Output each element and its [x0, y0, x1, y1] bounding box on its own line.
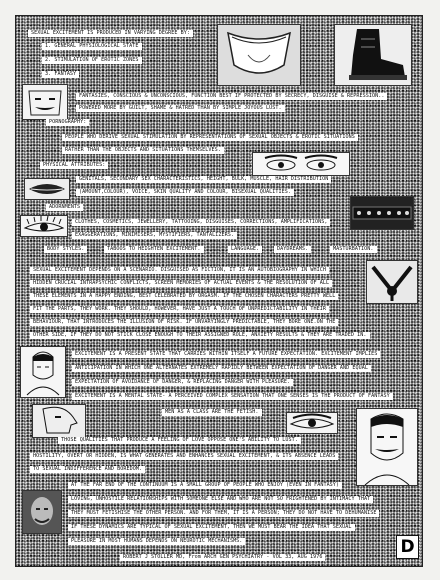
- logo-letter: D: [400, 537, 415, 557]
- face-photo: [22, 490, 62, 534]
- mustache-face-drawing: [22, 84, 68, 120]
- adornments-label: ADORNMENTS: [46, 204, 83, 211]
- boot-photo: [334, 24, 412, 86]
- qualities-line: THOSE QUALITIES THAT PRODUCE A FEELING OF LOVE OPPOSE ONE'S ABILITY TO LUST.: [58, 437, 301, 444]
- pornography-line-2: RATHER THAN THE OBJECTS AND SITUATIONS THEMSELVES.: [62, 147, 224, 154]
- scenario-line-6: OTHER SIDE, IF THEY DO NOT STICK CLOSE ENOUGH TO THEIR ASSIGNED ROLE, ANXIETY RESULTS & THEY ARE TRADED IN.: [30, 332, 370, 339]
- eye-drawing: [286, 412, 338, 434]
- continuum-line-2: LOVING, UNHOSTILE RELATIONSHIPS WITH SOMEONE ELSE AND WHO ARE NOT SO FRIGHTENED BY INTIMACY THAT: [68, 496, 373, 503]
- intro-item-2: 2. STIMULATION OF EROTIC ZONES: [42, 57, 142, 64]
- physical-line-2: (AMOUNT,COLOUR), VOICE, SKIN QUALITY AND COLOUR, BISEXUAL QUALITIES.: [76, 189, 294, 196]
- lashes-eye-drawing: [20, 215, 68, 237]
- scenario-line-3: THESE ELEMENTS IN A HAPPY ENDING, BEST CELEBRATED BY ORGASM. IF THE CHOSEN CHARACTERS PRETTY WELL: [30, 293, 338, 300]
- mustache-portrait-drawing: [356, 408, 418, 486]
- scenario-line-5: BEHAVIOUR, THAT INTRODUCES THE ILLUSION OF RISK. IF UNVARYINGLY PREDICTABLE, THEY BORE ONE.ON THE: [30, 319, 338, 326]
- citation: ROBERT J STOLLER MD, From ARCH GEN PSYCHIATRY - VOL 33, AUG 1976: [120, 554, 325, 561]
- intro-item-1: 1. GENERAL PHYSIOLOGICAL STATE: [42, 43, 142, 50]
- harness-photo: [366, 260, 418, 304]
- hostility-line-2: TO SEXUAL INDIFFERENCE AND BOREDOM.: [30, 466, 145, 473]
- d-logo: [396, 535, 419, 559]
- present-line-1: EXCITEMENT IS A PRESENT STATE THAT CARRIES WITHIN ITSELF A FUTURE EXPECTATION. EXCITEMENT IMPLIES: [72, 351, 380, 358]
- studded-belt-photo: [350, 196, 414, 230]
- taboos: TABOOS TO HEIGHTEN EXCITEMENT.: [104, 246, 204, 253]
- fantasy-line-1: FANTASIES, CONSCIOUS & UNCONSCIOUS, FUNCTION BEST IF PROTECTED BY SECRECY, DISGUISE & REPRESSION..: [76, 93, 387, 100]
- fetish-line: MEN AS A CLASS ARE THE FETISH.: [162, 409, 262, 416]
- continuum-line-1: AT THE FAR END OF THE CONTINUUM IS A SMALL GROUP OF PEOPLE WHO ENJOY (EVEN IN FANTASY): [68, 482, 342, 489]
- daydreams: DAYDREAMS.: [274, 246, 311, 253]
- face-profile-drawing: [32, 404, 86, 438]
- mental-state: EXCITEMENT IS A MENTAL STATE- A PERCEIVED COMPLEX SENSATION THAT ONE SENSES IS THE PRODUCT OF FANTASY: [72, 393, 393, 400]
- lips-drawing: [24, 178, 70, 200]
- adornments-line-2: EXAGGERATIONS, MINIMISERS, MYSTIFIERS, TANTALIZERS.: [72, 232, 237, 239]
- scenario-line-2: HIDDEN CRUCIAL INTRAPSYCHIC CONFLICTS, SCREEN MEMORIES OF ACTUAL EVENTS & THE RESOLUTION OF ALL: [30, 280, 332, 287]
- body-styles: BODY STYLES.: [44, 246, 87, 253]
- scenario-line-1: SEXUAL EXCITEMENT DEPENDS ON A SCENARIO. DISGUISED AS FICTION, IT IS AN AUTOBIOGRAPHY IN WHICH: [30, 267, 329, 274]
- continuum-line-5: PLEASURE IN MOST HUMANS DEPENDS ON NEUROTIC MECHANISMS.: [68, 538, 245, 545]
- continuum-line-4: IF THESE DYNAMICS ARE TYPICAL OF SEXUAL EXCITEMENT, THEN WE MUST BEAR THE IDEA THAT SEXUAL: [68, 524, 355, 531]
- continuum-line-3: THEY MUST FETISHISE THE OTHER PERSON. AND FOR THEM, IT IS A PERSON; THEY DO NOT HAVE TO DEHUMANISE: [68, 510, 379, 517]
- physical-label: PHYSICAL ATTRIBUTES:: [40, 162, 108, 169]
- intro-item-3: 3. FANTASY: [42, 71, 79, 78]
- present-line-2: ANTICIPATION IN WHICH ONE ALTERNATES EXTREMELY RAPIDLY BETWEEN EXPECTATION OF DANGER AND EQUAL: [72, 365, 371, 372]
- pornography-line-1: PEOPLE WHO DERIVE SEXUAL STIMULATION BY REPRESENTATIONS OF SEXUAL OBJECTS & EROTIC SITUATIONS: [62, 134, 358, 141]
- pornography-label: PORNOGRAPHY:: [46, 119, 89, 126]
- hostility-line-1: HOSTILITY, OVERT OR HIDDEN, IS WHAT GENERATES AND ENHANCES SEXUAL EXCITEMENT, & ITS ABSENCE LEADS: [30, 453, 338, 460]
- underwear-photo: [217, 24, 301, 86]
- man-portrait-drawing: [20, 346, 66, 398]
- present-line-3: EXPECTATION OF AVOIDANCE OF DANGER, & REPLACING DANGER WITH PLEASURE.: [72, 379, 293, 386]
- fantasy-line-2: POWERED MORE BY GUILT, SHAME & HATRED THAN BY SIMPLE JOYOUS LUST.: [76, 105, 285, 112]
- scenario-line-4: FIT THE PARTS, THEY WORK. THEY SHOULD, HOWEVER, HAVE JUST A TOUCH OF UNPREDICTABILITY IN THEIR: [30, 306, 329, 313]
- collage-sheet: [15, 15, 423, 567]
- adornments-line-1: CLOTHES, COSMETICS, JEWELLERY, TATTOOING, DISGUISES, CORRECTIONS, AMPLIFICATIONS,: [72, 219, 330, 226]
- masturbation: MASTURBATION.: [330, 246, 377, 253]
- eyes-drawing: [252, 152, 350, 176]
- intro-heading: SEXUAL EXCITEMENT IS PRODUCED IN VARYING DEGREE BY:: [28, 30, 193, 37]
- physical-line-1: GENITALS, SECONDARY SEX CHARACTERISTICS, HEIGHT, BULK, MUSCLE, HAIR DISTRIBUTION: [76, 176, 331, 183]
- language: LANGUAGE.: [228, 246, 262, 253]
